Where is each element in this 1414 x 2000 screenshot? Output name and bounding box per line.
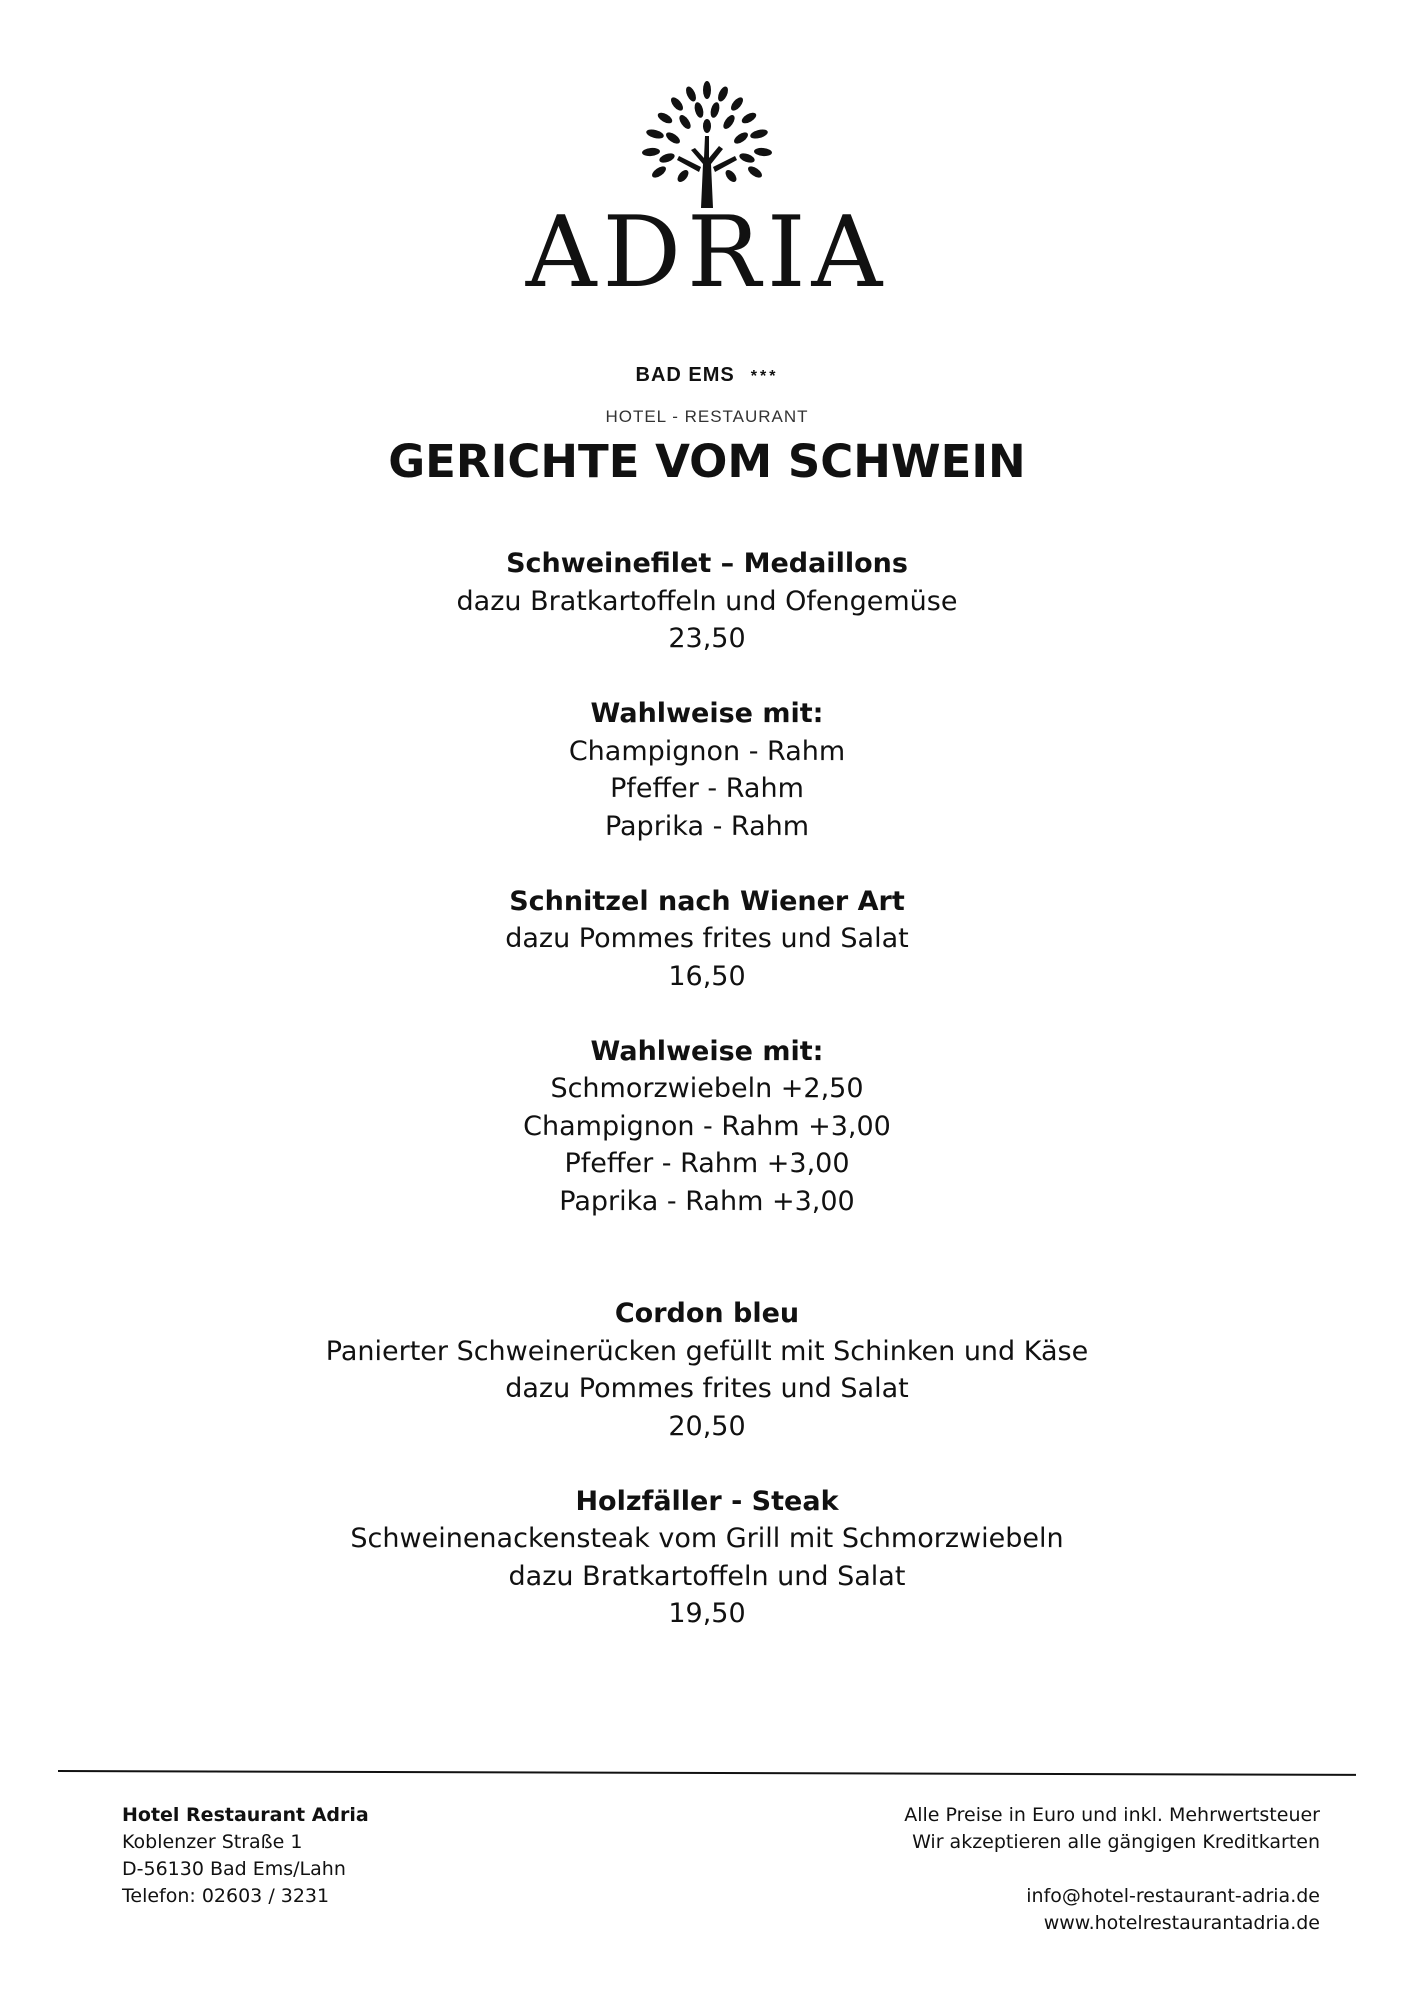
footer-city: D-56130 Bad Ems/Lahn xyxy=(122,1858,346,1880)
dish-price: 19,50 xyxy=(668,1598,746,1629)
logo-tagline: HOTEL - RESTAURANT xyxy=(605,407,809,426)
logo-wordmark: ADRIA xyxy=(525,196,889,310)
page-title: GERICHTE VOM SCHWEIN xyxy=(388,435,1026,488)
dish-description: dazu Bratkartoffeln und Salat xyxy=(508,1560,906,1592)
dish-description: dazu Bratkartoffeln und Ofengemüse xyxy=(456,585,958,617)
dish-price: 16,50 xyxy=(668,960,746,992)
footer-divider xyxy=(58,1770,1356,1776)
dish-description: Panierter Schweinerücken gefüllt mit Schinken und Käse xyxy=(325,1335,1089,1367)
logo-location-text: BAD EMS xyxy=(635,364,735,386)
footer-email[interactable]: info@hotel-restaurant-adria.de xyxy=(1026,1885,1320,1907)
logo-stars: *** xyxy=(750,368,779,385)
dish-name: Schnitzel nach Wiener Art xyxy=(509,885,905,917)
options-title: Wahlweise mit: xyxy=(590,698,824,729)
footer-info xyxy=(720,1802,1320,1937)
footer-cards-note: Wir akzeptieren alle gängigen Kreditkarten xyxy=(912,1831,1320,1853)
option-item: Champignon - Rahm +3,00 xyxy=(523,1110,891,1142)
dish-description: Schweinenackensteak vom Grill mit Schmorzwiebeln xyxy=(350,1523,1064,1554)
footer-prices-note: Alle Preise in Euro und inkl. Mehrwertsteuer xyxy=(904,1804,1320,1826)
option-item: Paprika - Rahm xyxy=(604,810,810,842)
menu xyxy=(0,545,1414,1633)
option-item: Pfeffer - Rahm +3,00 xyxy=(564,1148,850,1179)
footer-hotel-name: Hotel Restaurant Adria xyxy=(122,1804,369,1826)
footer-address xyxy=(122,1802,642,1910)
dish-name: Holzfäller - Steak xyxy=(575,1485,839,1517)
dish-name: Cordon bleu xyxy=(614,1298,800,1329)
option-item: Paprika - Rahm +3,00 xyxy=(559,1185,855,1217)
footer-street: Koblenzer Straße 1 xyxy=(122,1831,303,1853)
dish-name: Schweinefilet – Medaillons xyxy=(506,548,908,579)
option-item: Champignon - Rahm xyxy=(568,735,846,767)
dish-description: dazu Pommes frites und Salat xyxy=(505,923,909,954)
footer-phone: Telefon: 02603 / 3231 xyxy=(122,1885,330,1907)
dish-price: 23,50 xyxy=(668,623,746,654)
option-item: Pfeffer - Rahm xyxy=(610,773,804,804)
logo xyxy=(507,80,907,426)
options-title: Wahlweise mit: xyxy=(590,1035,824,1067)
tree-icon xyxy=(625,80,789,210)
dish-price: 20,50 xyxy=(668,1410,746,1442)
dish-description: dazu Pommes frites und Salat xyxy=(505,1373,909,1404)
option-item: Schmorzwiebeln +2,50 xyxy=(550,1073,864,1104)
footer-website[interactable]: www.hotelrestaurantadria.de xyxy=(1043,1912,1320,1934)
logo-location xyxy=(507,363,907,389)
